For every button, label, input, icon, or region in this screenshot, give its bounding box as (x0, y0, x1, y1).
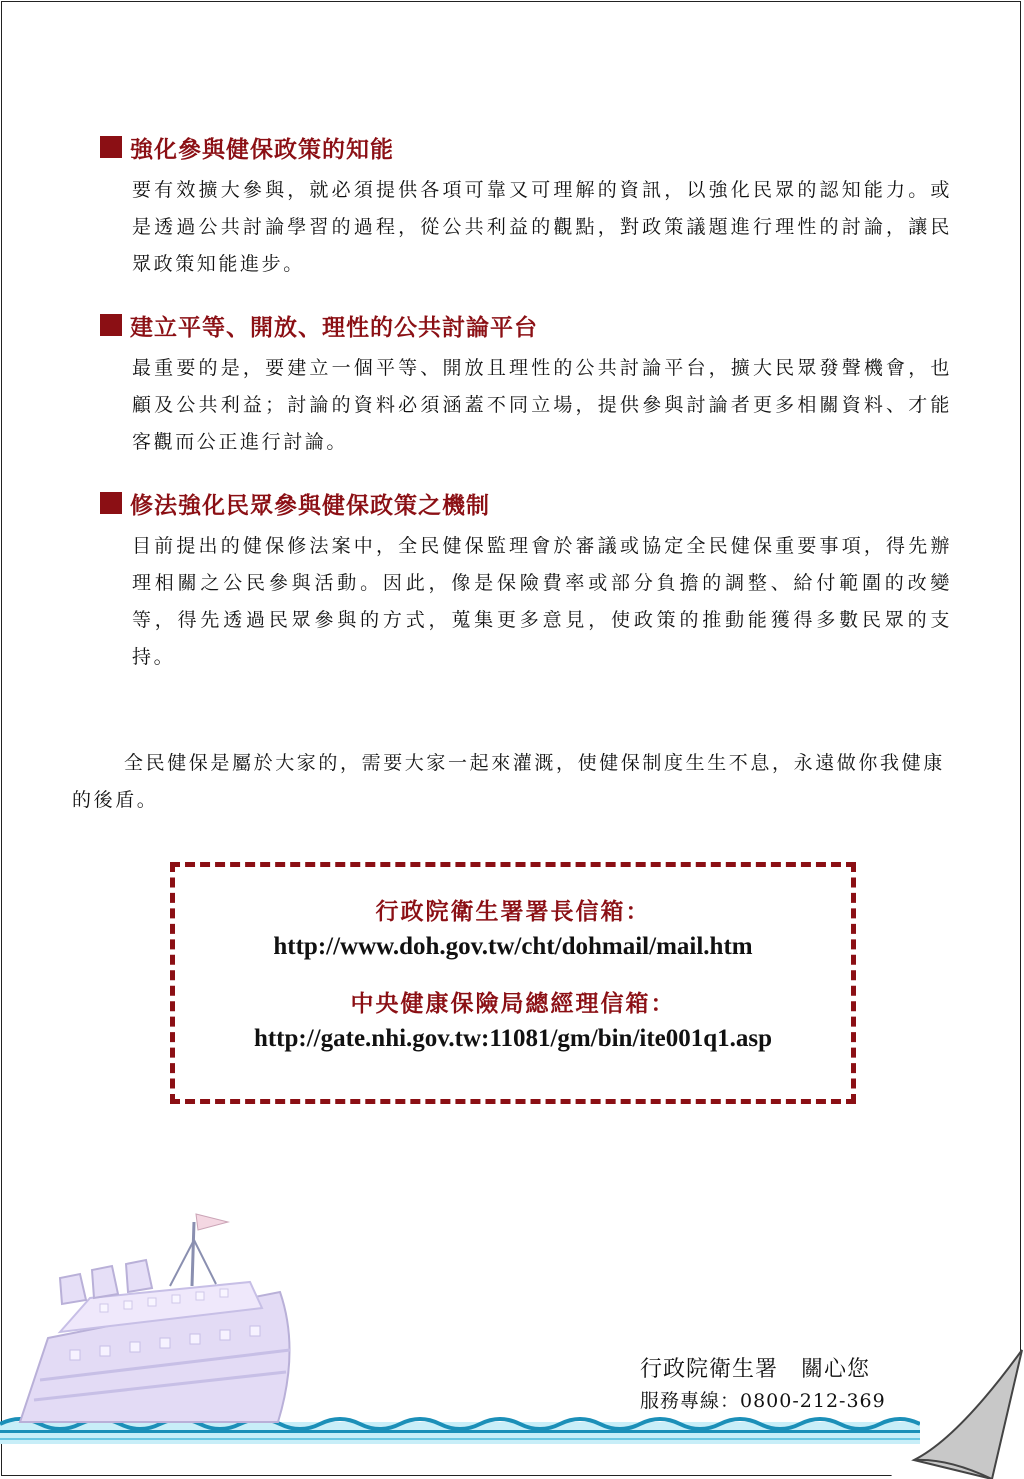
square-bullet-icon (100, 492, 122, 514)
section-body: 最重要的是，要建立一個平等、開放且理性的公共討論平台，擴大民眾發聲機會，也顧及公共利益；討論的資料必須涵蓋不同立場，提供參與討論者更多相關資料、才能客觀而公正進行討論。 (132, 357, 952, 453)
nhi-mailbox-title: 中央健康保險局總經理信箱： (350, 990, 676, 1017)
section-heading (100, 130, 960, 164)
square-bullet-icon (100, 136, 122, 158)
section-law-amendment (100, 486, 960, 676)
section-heading-text: 建立平等、開放、理性的公共討論平台 (130, 313, 538, 341)
page-curl-icon (888, 1348, 1024, 1479)
footer-hotline: 服務專線：0800-212-369 (640, 1390, 886, 1412)
section-heading (100, 308, 960, 342)
section-heading-text: 修法強化民眾參與健保政策之機制 (130, 491, 490, 519)
section-participation-knowledge (100, 130, 960, 283)
ship-illustration (0, 1200, 920, 1476)
mailbox-panel (170, 862, 856, 1104)
section-heading-text: 強化參與健保政策的知能 (130, 135, 394, 163)
section-public-platform (100, 308, 960, 461)
section-body: 目前提出的健保修法案中，全民健保監理會於審議或協定全民健保重要事項，得先辦理相關之公民參與活動。因此，像是保險費率或部分負擔的調整、給付範圍的改變等，得先透過民眾參與的方式，蒐集更多意見，使政策的推動能獲得多數民眾的支持。 (132, 535, 952, 668)
doh-mailbox-title: 行政院衛生署署長信箱： (375, 898, 651, 925)
closing-paragraph: 全民健保是屬於大家的，需要大家一起來灌溉，使健保制度生生不息，永遠做你我健康的後盾。 (72, 752, 945, 811)
ship-mast (170, 1214, 228, 1286)
footer-organization: 行政院衛生署 關心您 (640, 1357, 871, 1382)
section-heading (100, 486, 960, 520)
section-body: 要有效擴大參與，就必須提供各項可靠又可理解的資訊，以強化民眾的認知能力。或是透過公共討論學習的過程，從公共利益的觀點，對政策議題進行理性的討論，讓民眾政策知能進步。 (132, 179, 952, 275)
square-bullet-icon (100, 314, 122, 336)
doh-mailbox-link[interactable]: http://www.doh.gov.tw/cht/dohmail/mail.htm (273, 933, 753, 960)
nhi-mailbox-link[interactable]: http://gate.nhi.gov.tw:11081/gm/bin/ite001q1.asp (253, 1025, 773, 1052)
